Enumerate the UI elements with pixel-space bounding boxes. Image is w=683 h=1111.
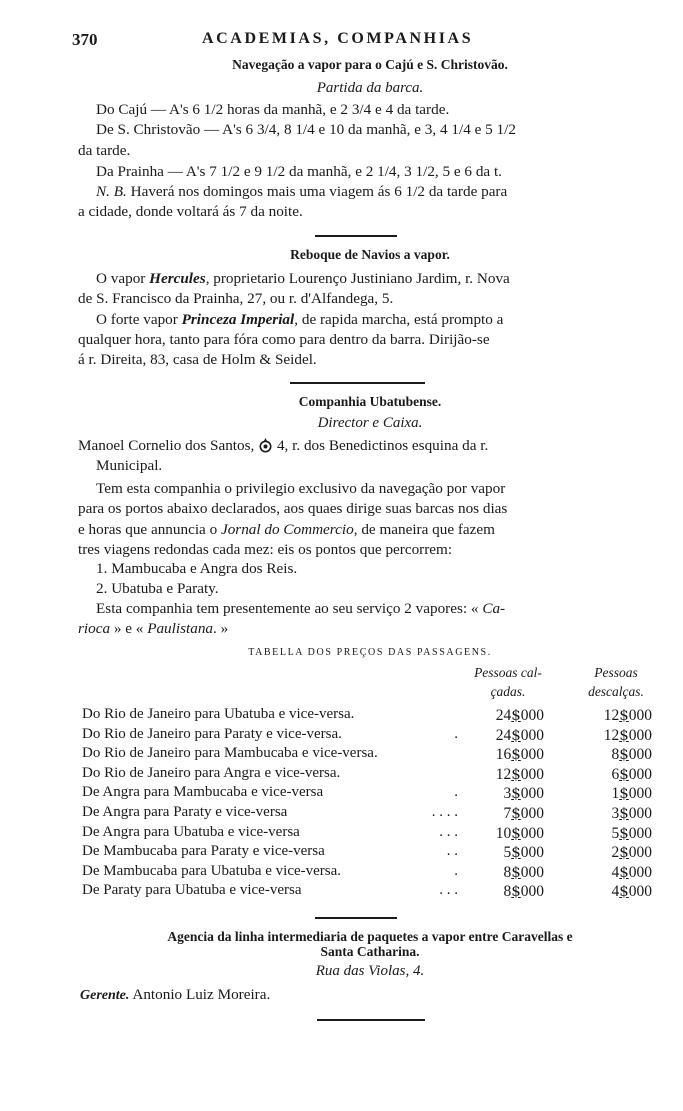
section-title-caju: Navegação a vapor para o Cajú e S. Christovão. xyxy=(232,57,508,72)
schedule-line-christovao-cont: da tarde. xyxy=(78,142,131,159)
fare-row-leader-dots: . . . xyxy=(439,882,458,899)
cifrao-currency-icon: $ xyxy=(511,804,521,822)
ubatubense-para1-line1: Tem esta companhia o privilegio exclusivo da navegação por vapor xyxy=(96,480,506,497)
fare-cell-descalcas xyxy=(570,706,652,725)
fare-amount: 10 xyxy=(495,824,512,842)
fare-row-leader-dots: . xyxy=(454,725,458,742)
fare-amount: 8 xyxy=(611,746,620,764)
fare-suffix: 000 xyxy=(520,844,544,862)
section-divider xyxy=(317,1019,425,1021)
fare-cell-descalcas xyxy=(570,843,652,862)
text: » e « xyxy=(110,620,148,637)
fare-cell-descalcas xyxy=(570,765,652,784)
ship-name-carioca-cont: rioca xyxy=(78,620,111,637)
fare-row-route: De Mambucaba para Paraty e vice-versa xyxy=(82,843,325,860)
fare-row-route: Do Rio de Janeiro para Angra e vice-versa. xyxy=(82,764,341,781)
cifrao-currency-icon: $ xyxy=(511,784,521,803)
fare-suffix: 000 xyxy=(520,746,544,764)
manager-label: Gerente. xyxy=(80,988,130,1003)
port-list-item: 1. Mambucaba e Angra dos Reis. xyxy=(96,560,298,577)
fare-row-route: Do Rio de Janeiro para Paraty e vice-versa. xyxy=(82,725,342,742)
cifrao-currency-icon: $ xyxy=(511,882,521,901)
fare-suffix: 000 xyxy=(628,726,652,744)
reboque-para2-line3: á r. Direita, 83, casa de Holm & Seidel. xyxy=(78,351,317,368)
fare-row-leader-dots: . . . . xyxy=(431,804,458,820)
fare-amount: 3 xyxy=(611,805,620,822)
manager-line xyxy=(80,986,270,1004)
reboque-para2-line2: qualquer hora, tanto para fóra como para dentro da barra. Dirijão-se xyxy=(78,331,490,348)
cifrao-currency-icon: $ xyxy=(619,882,629,901)
fare-amount: 8 xyxy=(503,863,512,881)
column-header-line: Pessoas xyxy=(594,665,638,680)
ubatubense-para2-line2 xyxy=(78,620,228,638)
fare-row-route: Do Rio de Janeiro para Mambucaba e vice-versa. xyxy=(82,745,378,762)
fare-suffix: 000 xyxy=(520,824,544,842)
section-subtitle-caju: Partida da barca. xyxy=(316,80,424,96)
ubatubense-para1-line4: tres viagens redondas cada mez: eis os pontos que percorrem: xyxy=(78,541,453,558)
fare-cell-calcadas xyxy=(462,765,544,784)
cifrao-currency-icon: $ xyxy=(619,823,629,842)
director-line xyxy=(78,437,488,455)
text: e horas que annuncia o xyxy=(78,521,221,538)
text: Manoel Cornelio dos Santos, xyxy=(78,437,259,454)
fare-row-leader-dots: . xyxy=(454,784,458,801)
column-header-descalcas xyxy=(570,665,662,700)
fare-suffix: 000 xyxy=(628,863,652,881)
column-header-line: çadas. xyxy=(490,684,526,699)
fare-suffix: 000 xyxy=(628,844,652,862)
newspaper-name: Jornal do Commercio xyxy=(220,521,354,538)
fare-suffix: 000 xyxy=(628,707,652,724)
cifrao-currency-icon: $ xyxy=(511,843,521,862)
fare-amount: 4 xyxy=(611,883,620,901)
fare-cell-calcadas xyxy=(462,745,544,764)
fare-cell-descalcas xyxy=(570,784,652,803)
cifrao-currency-icon: $ xyxy=(619,784,629,803)
text: Esta companhia tem presentemente ao seu serviço 2 vapores: « xyxy=(96,600,483,617)
fare-amount: 8 xyxy=(503,883,512,901)
ubatubense-para1-line3 xyxy=(78,521,495,539)
fare-row-route: De Angra para Mambucaba e vice-versa xyxy=(82,784,324,801)
agencia-address: Rua das Violas, 4. xyxy=(315,963,425,979)
ubatubense-para2-line1 xyxy=(96,600,505,618)
cifrao-currency-icon: $ xyxy=(619,706,629,724)
fare-table-title: TABELLA DOS PREÇOS DAS PASSAGENS. xyxy=(248,647,492,658)
nota-bene-label: N. B. xyxy=(96,183,127,200)
schedule-line-caju: Do Cajú — A's 6 1/2 horas da manhã, e 2 3/4 e 4 da tarde. xyxy=(96,101,450,118)
fare-suffix: 000 xyxy=(628,785,652,803)
fare-suffix: 000 xyxy=(520,883,544,901)
text: 4, r. dos Benedictinos esquina da r. xyxy=(273,437,489,454)
cifrao-currency-icon: $ xyxy=(619,862,629,881)
schedule-line-christovao: De S. Christovão — A's 6 3/4, 8 1/4 e 10 da manhã, e 3, 4 1/4 e 5 1/2 xyxy=(96,121,516,138)
ship-name-paulistana: Paulistana xyxy=(147,620,214,637)
fare-row-leader-dots: . . xyxy=(446,843,458,860)
fare-row-route: Do Rio de Janeiro para Ubatuba e vice-versa. xyxy=(82,706,355,722)
running-title: ACADEMIAS, COMPANHIAS xyxy=(202,30,474,47)
fare-amount: 12 xyxy=(495,765,512,783)
fare-row-leader-dots: . . . xyxy=(439,823,458,840)
fare-amount: 5 xyxy=(611,824,620,842)
text: O vapor xyxy=(96,270,150,287)
ship-name-princeza: Princeza Imperial xyxy=(181,311,295,328)
fare-suffix: 000 xyxy=(628,746,652,764)
fare-cell-descalcas xyxy=(570,824,652,843)
section-subtitle-ubatubense: Director e Caixa. xyxy=(317,415,423,431)
fare-amount: 12 xyxy=(603,726,620,744)
cifrao-currency-icon: $ xyxy=(511,706,521,724)
fare-cell-calcadas xyxy=(462,863,544,882)
text: , de maneira que fazem xyxy=(353,521,495,538)
column-header-line: descalças. xyxy=(588,684,644,699)
ubatubense-para1-line2: para os portos abaixo declarados, aos quaes dirige suas barcas nos dias xyxy=(78,500,508,517)
fare-cell-descalcas xyxy=(570,882,652,901)
section-divider xyxy=(315,235,397,237)
fare-amount: 12 xyxy=(603,707,620,724)
fare-suffix: 000 xyxy=(628,805,652,822)
nota-bene-line xyxy=(96,183,507,201)
cifrao-currency-icon: $ xyxy=(619,725,629,744)
fare-row-route: De Paraty para Ubatuba e vice-versa xyxy=(82,882,302,899)
text: , de rapida marcha, está prompto a xyxy=(294,311,504,328)
fare-cell-descalcas xyxy=(570,726,652,745)
fare-cell-calcadas xyxy=(462,726,544,745)
ship-name-carioca: Ca- xyxy=(482,600,506,617)
fare-amount: 3 xyxy=(503,785,512,803)
fare-suffix: 000 xyxy=(520,707,544,724)
cifrao-currency-icon: $ xyxy=(619,804,629,822)
section-divider xyxy=(315,917,397,919)
fare-amount: 2 xyxy=(611,844,620,862)
nota-bene-text-cont: a cidade, donde voltará ás 7 da noite. xyxy=(78,203,303,220)
fare-suffix: 000 xyxy=(520,765,544,783)
fare-cell-calcadas xyxy=(462,882,544,901)
text: , proprietario Lourenço Justiniano Jardim, r. Nova xyxy=(205,270,510,287)
cifrao-currency-icon: $ xyxy=(619,764,629,783)
nota-bene-text: Haverá nos domingos mais uma viagem ás 6 1/2 da tarde para xyxy=(130,183,508,200)
fare-row-leader-dots: . xyxy=(454,862,458,879)
cifrao-currency-icon: $ xyxy=(619,745,629,764)
cifrao-currency-icon: $ xyxy=(511,725,521,744)
schedule-line-prainha: Da Prainha — A's 7 1/2 e 9 1/2 da manhã, e 2 1/4, 3 1/2, 5 e 6 da t. xyxy=(96,163,502,180)
port-list-item: 2. Ubatuba e Paraty. xyxy=(96,580,219,597)
section-title-reboque: Reboque de Navios a vapor. xyxy=(290,247,450,262)
fare-amount: 1 xyxy=(611,785,620,803)
section-title-ubatubense: Companhia Ubatubense. xyxy=(298,394,442,409)
reboque-para2-line1 xyxy=(96,311,503,329)
fare-suffix: 000 xyxy=(628,824,652,842)
fare-suffix: 000 xyxy=(520,726,544,744)
fare-row-route: De Angra para Paraty e vice-versa xyxy=(82,804,288,820)
fare-amount: 6 xyxy=(611,765,620,783)
fare-cell-calcadas xyxy=(462,706,544,725)
fare-amount: 7 xyxy=(503,805,512,822)
section-title-agencia-line1: Agencia da linha intermediaria de paquetes a vapor entre Caravellas e xyxy=(167,929,573,944)
fare-row-route: De Mambucaba para Ubatuba e vice-versa. xyxy=(82,862,342,879)
fare-cell-calcadas xyxy=(462,843,544,862)
fare-cell-descalcas xyxy=(570,745,652,764)
order-of-christ-insignia-icon xyxy=(258,437,273,453)
section-title-agencia-line2: Santa Catharina. xyxy=(320,944,420,959)
fare-amount: 5 xyxy=(503,844,512,862)
column-header-line: Pessoas cal- xyxy=(474,665,542,680)
fare-suffix: 000 xyxy=(520,805,544,822)
cifrao-currency-icon: $ xyxy=(511,823,521,842)
reboque-para1-line2: de S. Francisco da Prainha, 27, ou r. d'Alfandega, 5. xyxy=(78,290,394,307)
fare-suffix: 000 xyxy=(628,765,652,783)
fare-row-route: De Angra para Ubatuba e vice-versa xyxy=(82,823,300,840)
fare-amount: 4 xyxy=(611,863,620,881)
fare-suffix: 000 xyxy=(628,883,652,901)
cifrao-currency-icon: $ xyxy=(511,862,521,881)
cifrao-currency-icon: $ xyxy=(511,745,521,764)
fare-cell-calcadas xyxy=(462,784,544,803)
manager-name: Antonio Luiz Moreira. xyxy=(132,986,271,1003)
fare-cell-calcadas xyxy=(462,804,544,823)
fare-suffix: 000 xyxy=(520,863,544,881)
text: O forte vapor xyxy=(96,311,182,328)
page-number: 370 xyxy=(72,30,98,49)
fare-amount: 16 xyxy=(495,746,512,764)
fare-amount: 24 xyxy=(495,707,512,724)
section-divider xyxy=(290,382,425,384)
cifrao-currency-icon: $ xyxy=(619,843,629,862)
director-line-cont: Municipal. xyxy=(96,457,163,474)
fare-cell-descalcas xyxy=(570,804,652,823)
fare-amount: 24 xyxy=(495,726,512,744)
reboque-para1-line1 xyxy=(96,270,510,288)
running-head xyxy=(72,30,632,52)
column-header-calcadas xyxy=(458,665,558,700)
cifrao-currency-icon: $ xyxy=(511,764,521,783)
fare-suffix: 000 xyxy=(520,785,544,803)
text: . » xyxy=(213,620,229,637)
fare-cell-descalcas xyxy=(570,863,652,882)
ship-name-hercules: Hercules xyxy=(149,270,206,287)
fare-cell-calcadas xyxy=(462,824,544,843)
